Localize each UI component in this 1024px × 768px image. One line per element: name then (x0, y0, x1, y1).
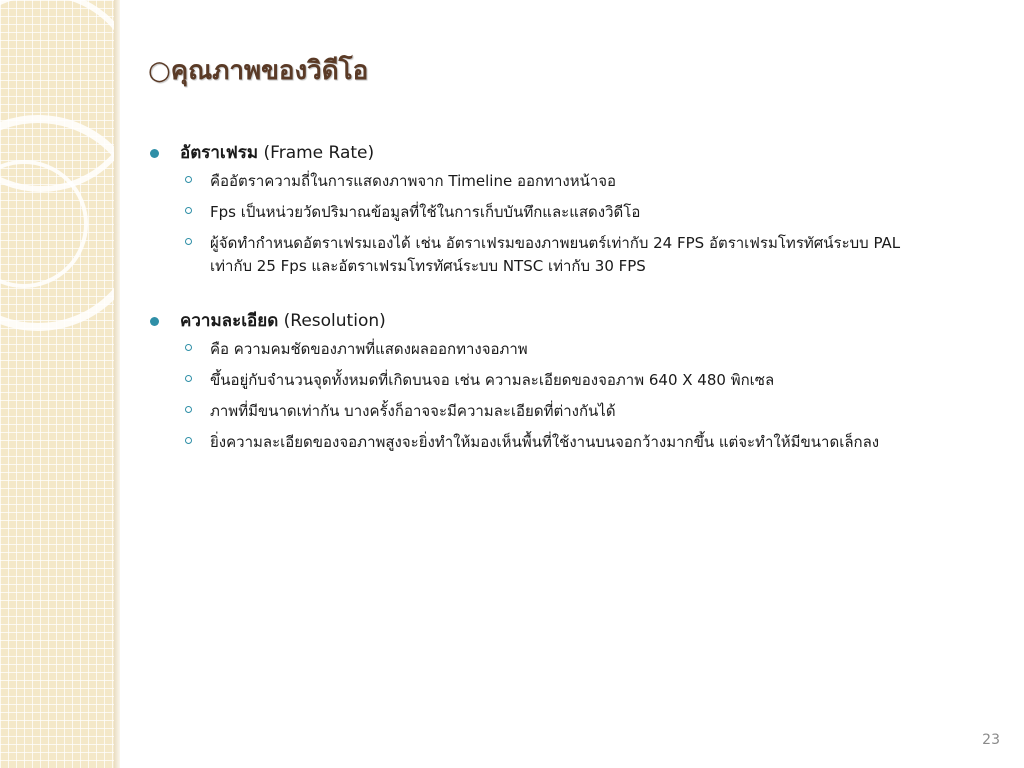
bullet-ring-icon (185, 375, 192, 382)
list-item (150, 369, 910, 392)
list-item (150, 431, 910, 454)
list-item (150, 201, 910, 224)
bullet-dot-icon (150, 317, 159, 326)
list-item (150, 232, 910, 278)
list-item-text: ภาพที่มีขนาดเท่ากัน บางครั้งก็อาจจะมีความละเอียดที่ต่างกันได้ (210, 402, 616, 420)
bullet-ring-icon (185, 238, 192, 245)
section-resolution (150, 308, 910, 454)
list-item (150, 338, 910, 361)
section-heading (150, 140, 910, 166)
section-heading (150, 308, 910, 334)
list-item (150, 400, 910, 423)
bullet-ring-icon (185, 344, 192, 351)
list-item-text: ยิ่งความละเอียดของจอภาพสูงจะยิ่งทำให้มองเห็นพื้นที่ใช้งานบนจอกว้างมากขึ้น แต่จะทำให้มีขนาดเล็กลง (210, 433, 880, 451)
list-item-text: Fps เป็นหน่วยวัดปริมาณข้อมูลที่ใช้ในการเก็บบันทึกและแสดงวิดีโอ (210, 203, 641, 221)
decorative-side-panel (0, 0, 114, 768)
bullet-ring-icon (185, 437, 192, 444)
section-heading-english: (Resolution) (283, 311, 386, 331)
page-number: 23 (982, 732, 1000, 748)
section-heading-english: (Frame Rate) (263, 143, 375, 163)
bullet-dot-icon (150, 149, 159, 158)
title-marker: ○ (148, 56, 171, 86)
bullet-ring-icon (185, 207, 192, 214)
section-frame-rate (150, 140, 910, 278)
list-item-text: ขึ้นอยู่กับจำนวนจุดทั้งหมดที่เกิดบนจอ เช่น ความละเอียดของจอภาพ 640 X 480 พิกเซล (210, 371, 775, 389)
slide-content (150, 140, 910, 484)
section-heading-thai: ความละเอียด (180, 311, 279, 331)
list-item-text: คืออัตราความถี่ในการแสดงภาพจาก Timeline ออกทางหน้าจอ (210, 172, 617, 190)
list-item-text: ผู้จัดทำกำหนดอัตราเฟรมเองได้ เช่น อัตราเฟรมของภาพยนตร์เท่ากับ 24 FPS อัตราเฟรมโทรทัศน์ระบบ PAL เท่ากับ 25 Fps และอัตราเฟรมโทรทัศน์ระบบ NTSC เท่ากับ 30 FPS (210, 234, 901, 275)
title-text: คุณภาพของวิดีโอ (170, 56, 369, 86)
section-heading-thai: อัตราเฟรม (180, 143, 259, 163)
side-panel-edge (114, 0, 120, 768)
slide-title (148, 50, 368, 91)
list-item (150, 170, 910, 193)
bullet-ring-icon (185, 176, 192, 183)
bullet-ring-icon (185, 406, 192, 413)
sub-list (150, 338, 910, 454)
sub-list (150, 170, 910, 278)
list-item-text: คือ ความคมชัดของภาพที่แสดงผลออกทางจอภาพ (210, 340, 528, 358)
